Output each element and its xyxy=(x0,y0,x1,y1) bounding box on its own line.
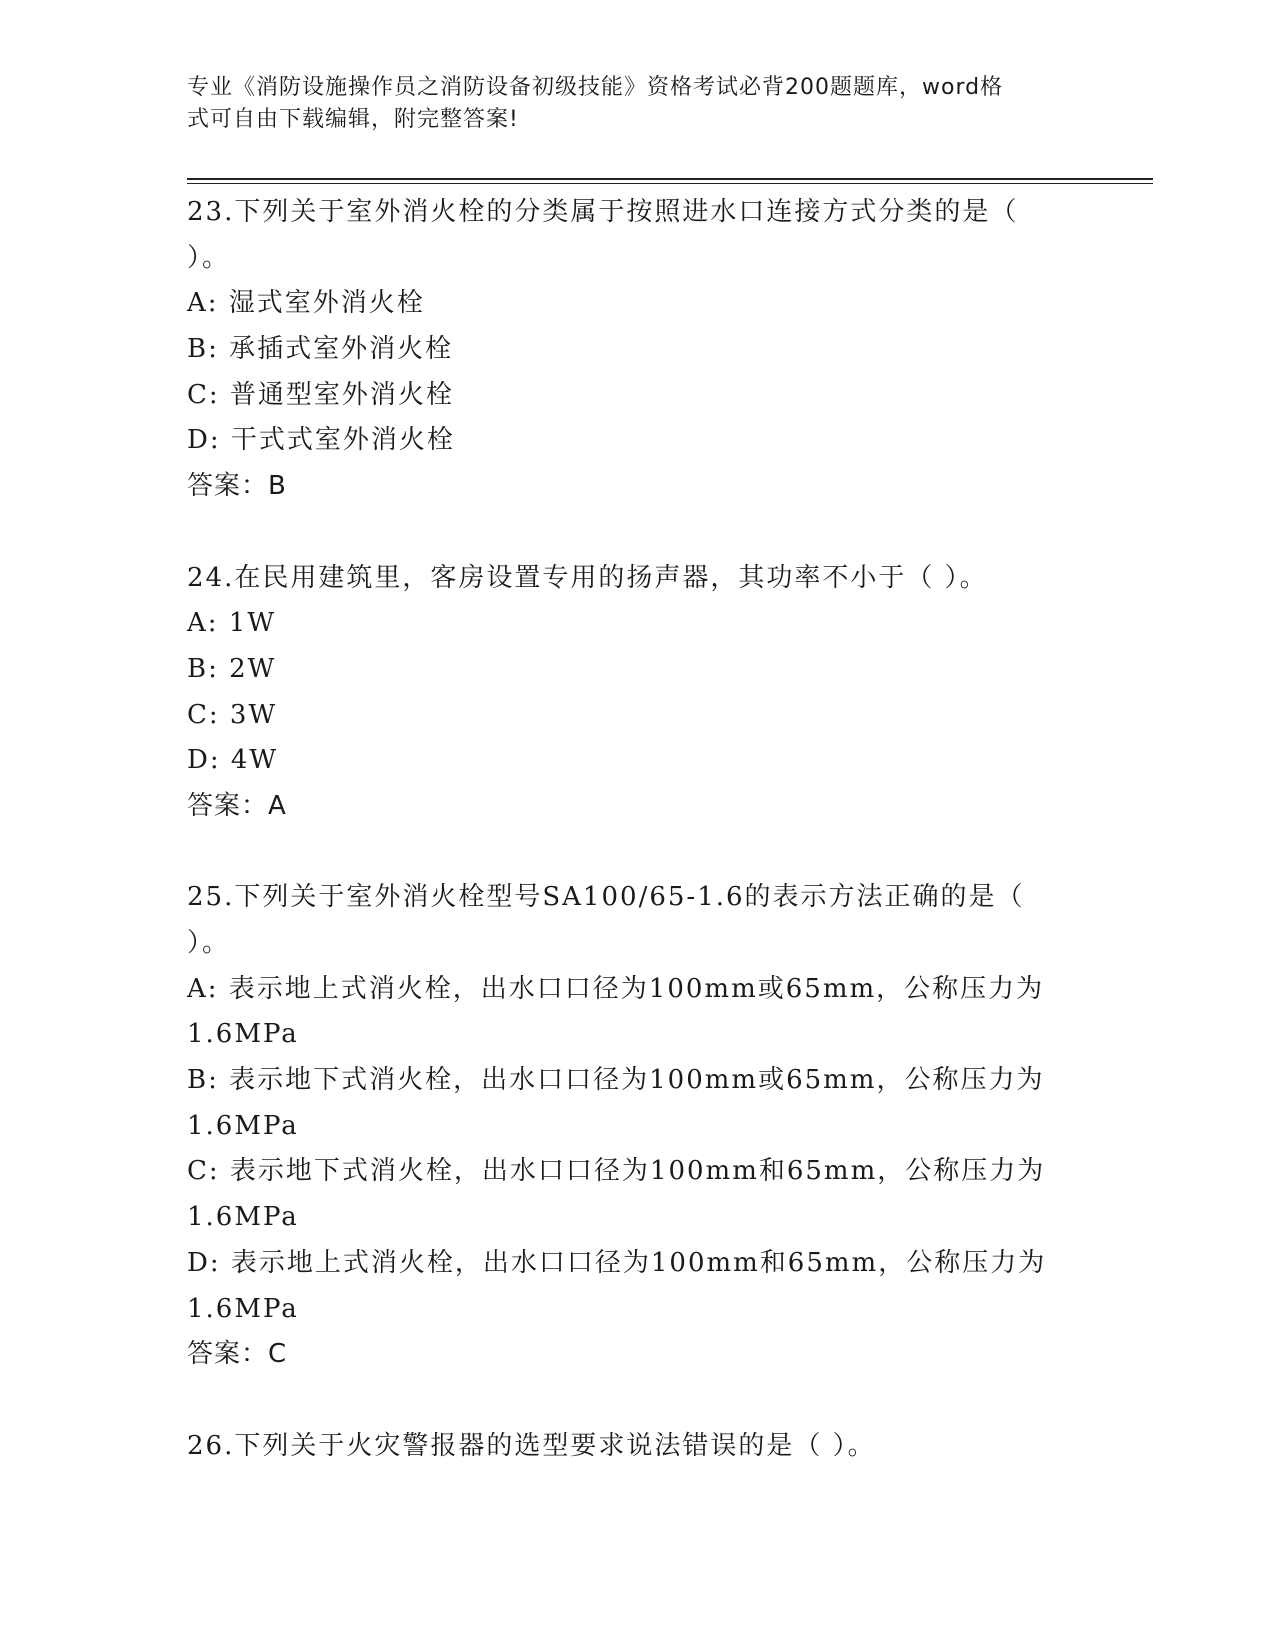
header-line-1: 专业《消防设施操作员之消防设备初级技能》资格考试必背200题题库，word格 xyxy=(187,75,1004,100)
option-a: A: 1W xyxy=(187,608,277,639)
header-divider-thick xyxy=(187,178,1153,180)
header-line-2: 式可自由下载编辑，附完整答案! xyxy=(187,107,519,132)
option-c: C: 3W xyxy=(187,699,278,730)
option-b-continued: 1.6MPa xyxy=(187,1110,299,1141)
question-24 xyxy=(187,556,1067,830)
header-divider-thin xyxy=(187,183,1153,184)
option-b: B: 承插式室外消火栓 xyxy=(187,334,454,365)
option-d: D: 表示地上式消火栓，出水口口径为100mm和65mm，公称压力为 xyxy=(187,1247,1047,1278)
question-stem-line: 24.在民用建筑里，客房设置专用的扬声器，其功率不小于（ ）。 xyxy=(187,562,988,593)
question-stem-line: 25.下列关于室外消火栓型号SA100/65-1.6的表示方法正确的是（ xyxy=(187,882,1025,913)
document-header xyxy=(187,72,1067,136)
option-d: D: 干式式室外消火栓 xyxy=(187,425,455,456)
option-b: B: 2W xyxy=(187,653,277,684)
option-d: D: 4W xyxy=(187,745,279,776)
question-stem-line: ）。 xyxy=(187,242,231,273)
option-c-continued: 1.6MPa xyxy=(187,1202,299,1233)
answer-label: 答案：B xyxy=(187,471,287,502)
option-a-continued: 1.6MPa xyxy=(187,1019,299,1050)
question-stem-line: ）。 xyxy=(187,928,231,958)
option-b: B: 表示地下式消火栓，出水口口径为100mm或65mm，公称压力为 xyxy=(187,1065,1045,1096)
question-stem-line: 26.下列关于火灾警报器的选型要求说法错误的是（ ）。 xyxy=(187,1430,876,1461)
option-a: A: 表示地上式消火栓，出水口口径为100mm或65mm，公称压力为 xyxy=(187,973,1045,1004)
option-a: A: 湿式室外消火栓 xyxy=(187,288,425,319)
option-d-continued: 1.6MPa xyxy=(187,1293,299,1324)
option-c: C: 普通型室外消火栓 xyxy=(187,379,454,410)
question-list xyxy=(187,190,1067,1469)
question-25 xyxy=(187,875,1067,1378)
question-stem-line: 23.下列关于室外消火栓的分类属于按照进水口连接方式分类的是（ xyxy=(187,197,1019,227)
answer-label: 答案：C xyxy=(187,1339,288,1370)
question-23 xyxy=(187,190,1067,510)
option-c: C: 表示地下式消火栓，出水口口径为100mm和65mm，公称压力为 xyxy=(187,1156,1046,1187)
answer-label: 答案：A xyxy=(187,790,287,821)
question-26 xyxy=(187,1424,1067,1470)
